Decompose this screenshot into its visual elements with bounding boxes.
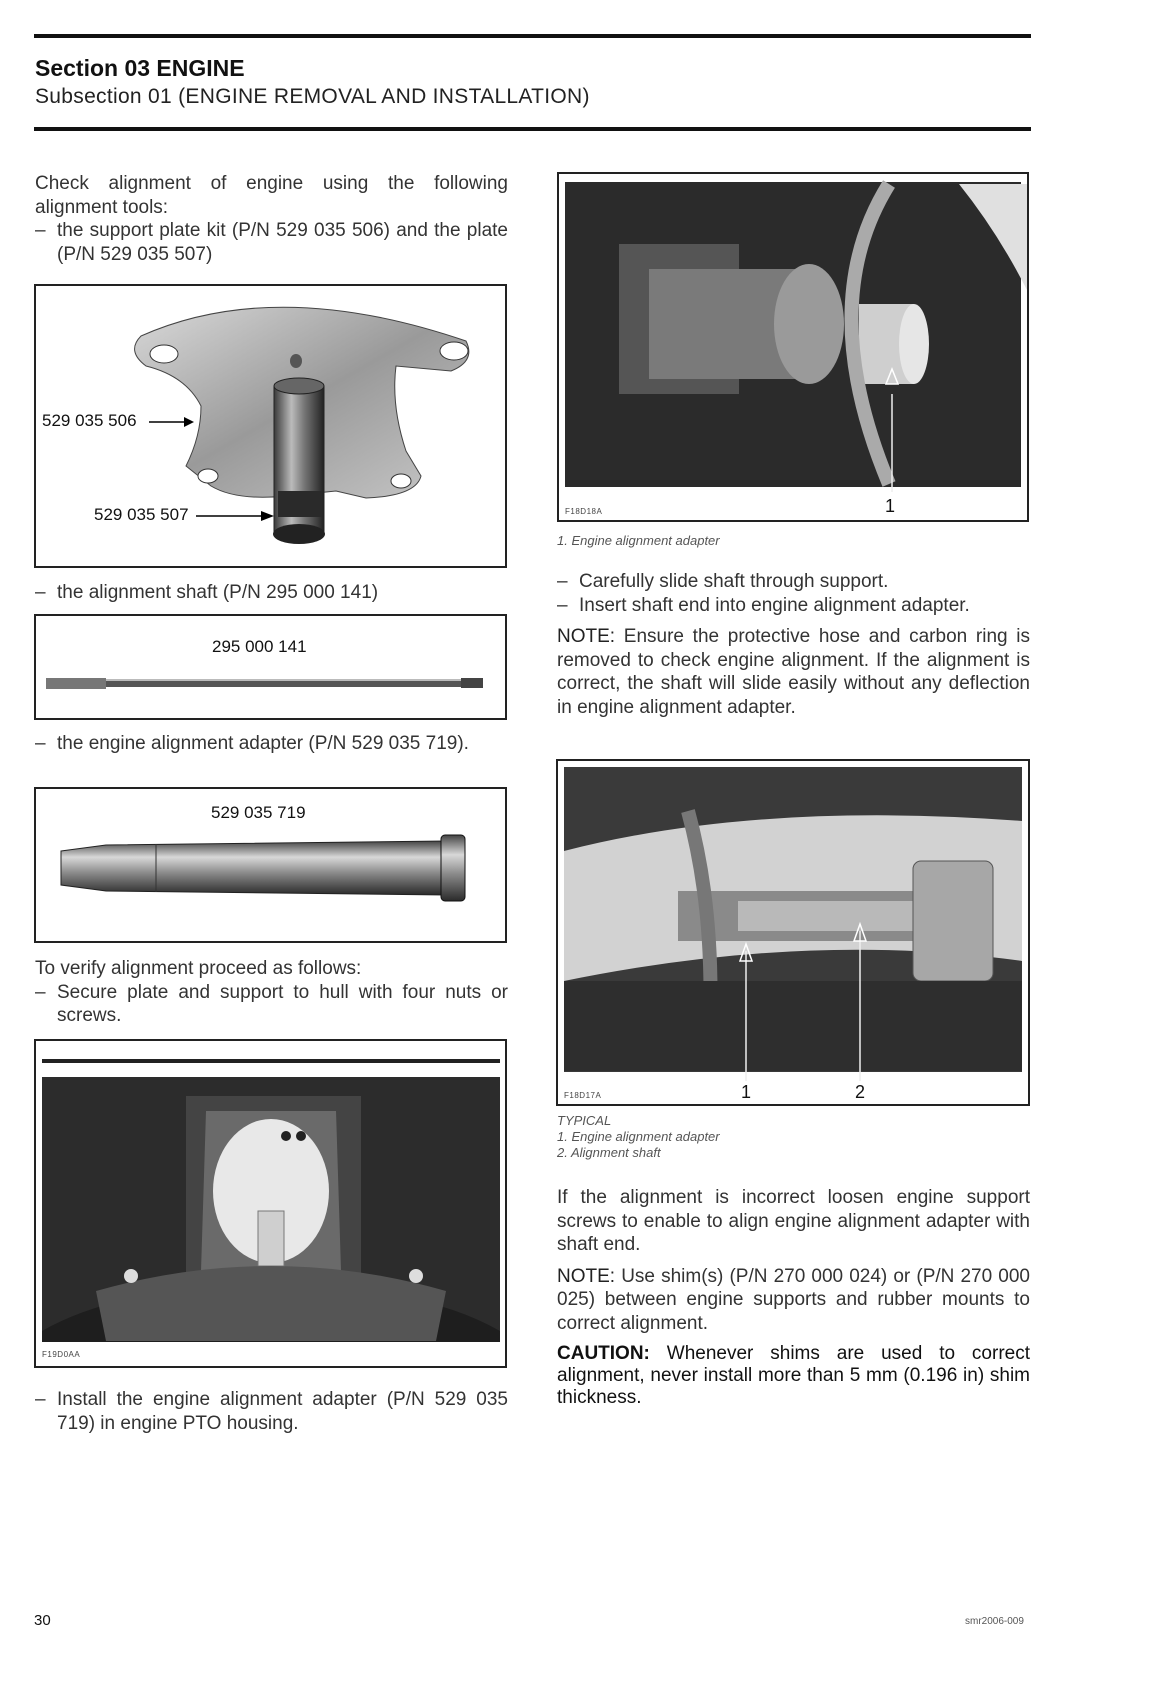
bullet-support-plate: – the support plate kit (P/N 529 035 506) and the plate (P/N 529 035 507) (35, 220, 508, 265)
part-number-label-507: 529 035 507 (94, 505, 189, 524)
note-protective-hose: NOTE: Ensure the protective hose and carbon ring is removed to check engine alignment. If the alignment is correct, the shaft will slide easily without any deflection in engine alignment adapter. (557, 626, 1031, 718)
fig5-caption: 1. Engine alignment adapter (557, 533, 720, 548)
left-bullet-shaft-block (35, 581, 508, 605)
left-intro-block (35, 172, 508, 266)
bullet-alignment-shaft: – the alignment shaft (P/N 295 000 141) (35, 582, 379, 603)
figure-alignment-adapter (34, 787, 507, 943)
figure-hull-photo (34, 1039, 507, 1368)
callout-number-1: 1 (885, 496, 896, 516)
intro-paragraph: Check alignment of engine using the following alignment tools: (35, 173, 508, 218)
alignment-typical-photo-illustration (558, 761, 1028, 1104)
callout-number-1b: 1 (741, 1082, 752, 1102)
right-bullets-note-block (557, 570, 1030, 719)
part-number-label-adapter: 529 035 719 (211, 803, 306, 822)
fig6-caption-item-2: 2. Alignment shaft (557, 1145, 661, 1160)
paragraph-alignment-incorrect: If the alignment is incorrect loosen engine support screws to enable to align engine alignment adapter with shaft end. (557, 1187, 1030, 1255)
note-shims: NOTE: Use shim(s) (P/N 270 000 024) or (P/N 270 000 025) between engine supports and rubber mounts to correct alignment. (557, 1265, 1031, 1334)
left-install-block (35, 1388, 508, 1435)
part-number-label-shaft: 295 000 141 (212, 637, 307, 656)
fig6-caption-title: TYPICAL (557, 1113, 612, 1128)
header-rule-top (34, 34, 1031, 38)
bullet-install-adapter: – Install the engine alignment adapter (P/N 529 035 719) in engine PTO housing. (35, 1389, 508, 1434)
figure-support-plate (34, 284, 507, 568)
right-paragraphs-block (557, 1186, 1030, 1409)
bullet-slide-shaft: – Carefully slide shaft through support. (557, 571, 889, 592)
section-title: Section 03 ENGINE (35, 55, 245, 81)
fig6-caption-block (557, 1113, 720, 1161)
left-verify-block (35, 957, 508, 1028)
caution-shim-thickness: CAUTION: Whenever shims are used to correct alignment, never install more than 5 mm (0.196 in) shim thickness. (557, 1343, 1030, 1408)
figure-code-f18d18a: F18D18A (565, 507, 603, 516)
verify-paragraph: To verify alignment proceed as follows: (35, 958, 362, 979)
callout-number-2: 2 (855, 1082, 866, 1102)
document-code: smr2006-009 (965, 1616, 1024, 1627)
page-number: 30 (34, 1612, 51, 1629)
part-number-label-506: 529 035 506 (42, 411, 137, 430)
figure-alignment-shaft (34, 614, 507, 720)
figure-engine-adapter-photo (557, 172, 1029, 522)
hull-photo-illustration (36, 1041, 505, 1366)
left-bullet-adapter-block (35, 732, 508, 756)
figure-alignment-typical-photo (556, 759, 1030, 1106)
alignment-shaft-illustration (36, 616, 505, 718)
fig6-caption-item-1: 1. Engine alignment adapter (557, 1129, 720, 1144)
subsection-title: Subsection 01 (ENGINE REMOVAL AND INSTALLATION) (35, 85, 590, 108)
engine-adapter-photo-illustration (559, 174, 1027, 520)
bullet-secure-plate: – Secure plate and support to hull with four nuts or screws. (35, 981, 508, 1026)
header-rule-bottom (34, 127, 1031, 131)
figure-code-f18d17a: F18D17A (564, 1091, 602, 1100)
figure-code-f19d0aa: F19D0AA (42, 1350, 81, 1359)
bullet-alignment-adapter: – the engine alignment adapter (P/N 529 035 719). (35, 733, 469, 754)
bullet-insert-shaft: – Insert shaft end into engine alignment adapter. (557, 594, 970, 616)
